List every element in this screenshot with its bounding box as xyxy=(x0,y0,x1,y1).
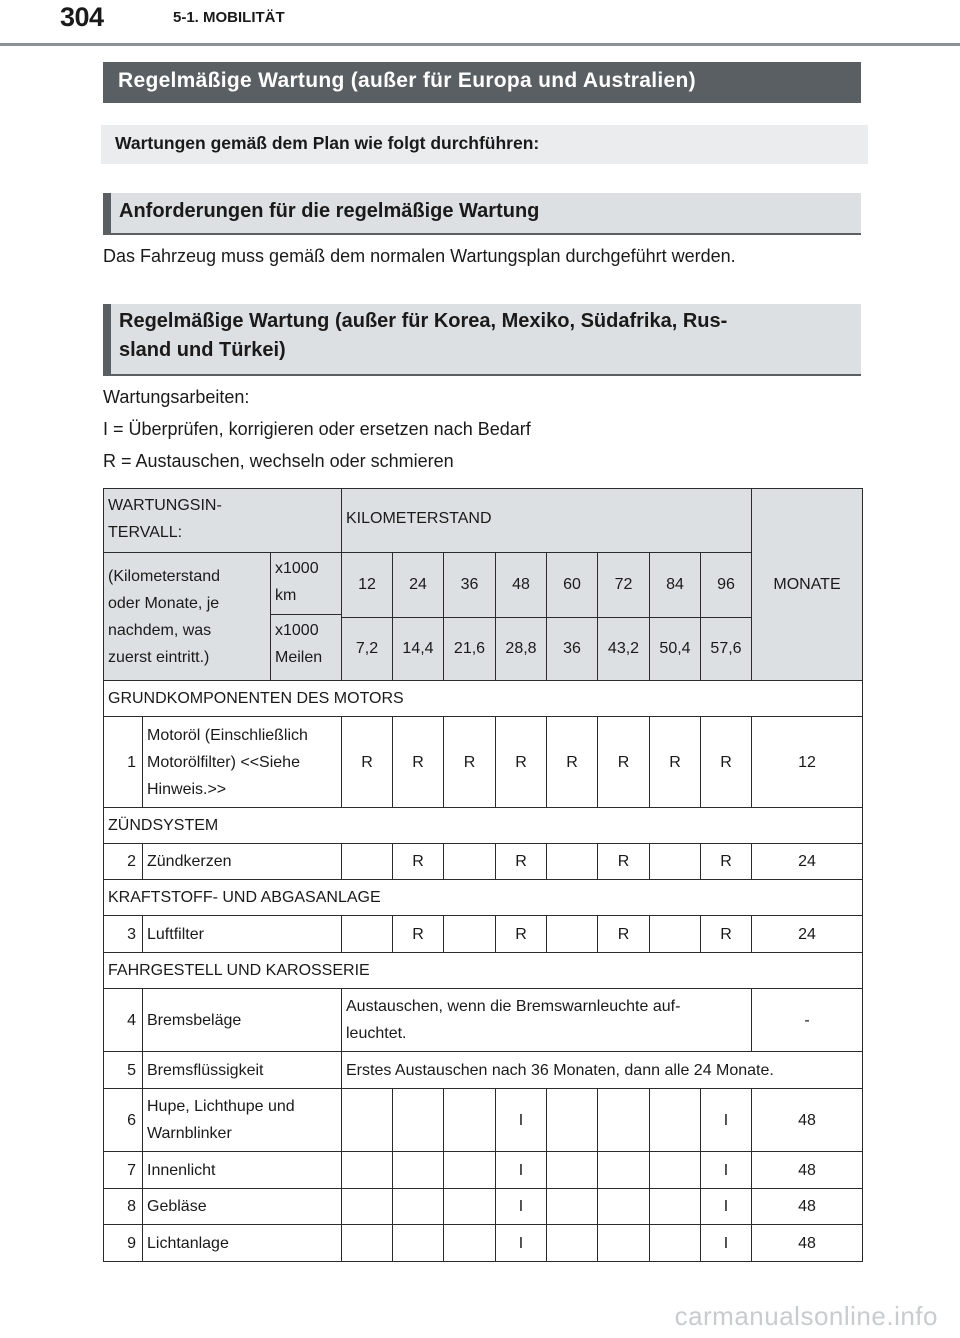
item-note xyxy=(342,989,752,1052)
item-name-line-1: Motoröl (Einschließlich xyxy=(147,726,308,744)
mark-cell: R xyxy=(393,916,444,953)
km-value: 96 xyxy=(701,553,752,618)
unit-miles-line-1: x1000 xyxy=(275,622,319,639)
mark-cell xyxy=(547,1225,598,1262)
item-name: Zündkerzen xyxy=(143,844,342,880)
item-name-line-2: Warnblinker xyxy=(147,1125,232,1142)
section-label-ignition: ZÜNDSYSTEM xyxy=(104,808,863,844)
table-row xyxy=(104,1152,863,1189)
table-row xyxy=(104,717,863,808)
row-number: 3 xyxy=(104,916,143,953)
mark-cell xyxy=(444,1189,496,1225)
mark-cell: R xyxy=(496,916,547,953)
item-name: Luftfilter xyxy=(143,916,342,953)
mark-cell xyxy=(444,1152,496,1189)
table-row xyxy=(104,916,863,953)
mark-cell: R xyxy=(393,717,444,808)
mark-cell xyxy=(547,844,598,880)
item-name: Bremsflüssigkeit xyxy=(143,1052,342,1089)
mark-cell xyxy=(650,844,701,880)
mark-cell xyxy=(650,1189,701,1225)
km-value: 12 xyxy=(342,553,393,618)
section-label-engine: GRUNDKOMPONENTEN DES MOTORS xyxy=(104,681,863,717)
item-note-line-1: Austauschen, wenn die Bremswarnleuchte auf- xyxy=(346,998,681,1015)
interval-label xyxy=(104,489,342,553)
mark-cell xyxy=(547,1189,598,1225)
maintenance-table xyxy=(103,488,863,1262)
mark-cell xyxy=(598,1089,650,1152)
mark-cell xyxy=(393,1225,444,1262)
mile-value: 43,2 xyxy=(598,617,650,681)
mark-cell xyxy=(342,916,393,953)
row-number: 4 xyxy=(104,989,143,1052)
km-value: 48 xyxy=(496,553,547,618)
mark-cell: R xyxy=(547,717,598,808)
legend-r: R = Austauschen, wechseln oder schmieren xyxy=(103,451,454,471)
mark-cell xyxy=(547,916,598,953)
row-number: 9 xyxy=(104,1225,143,1262)
mark-cell xyxy=(598,1152,650,1189)
page-number: 304 xyxy=(60,2,104,32)
interval-note-split xyxy=(104,553,341,680)
work-intro: Wartungsarbeiten: xyxy=(103,387,250,407)
mark-cell: R xyxy=(598,916,650,953)
mark-cell xyxy=(342,1152,393,1189)
mile-value: 14,4 xyxy=(393,617,444,681)
mile-value: 21,6 xyxy=(444,617,496,681)
mark-cell: R xyxy=(701,844,752,880)
item-name: Gebläse xyxy=(143,1189,342,1225)
mile-value: 7,2 xyxy=(342,617,393,681)
mark-cell: R xyxy=(598,844,650,880)
section-row-fuel xyxy=(104,880,863,916)
interval-label-line-2: TERVALL: xyxy=(108,524,183,541)
km-value: 60 xyxy=(547,553,598,618)
mark-cell xyxy=(650,1152,701,1189)
table-row xyxy=(104,1089,863,1152)
interval-note xyxy=(104,553,271,680)
mark-cell: R xyxy=(701,916,752,953)
item-note: Erstes Austauschen nach 36 Monaten, dann alle 24 Monate. xyxy=(342,1052,863,1089)
table-km-row xyxy=(104,553,863,618)
mark-cell xyxy=(342,844,393,880)
row-number: 5 xyxy=(104,1052,143,1089)
requirements-text: Das Fahrzeug muss gemäß dem normalen Wartungsplan durchgeführt werden. xyxy=(103,246,736,266)
item-name xyxy=(143,717,342,808)
mark-cell: R xyxy=(342,717,393,808)
item-name xyxy=(143,1089,342,1152)
km-value: 24 xyxy=(393,553,444,618)
mark-cell xyxy=(393,1089,444,1152)
header-divider xyxy=(0,43,960,46)
mile-value: 36 xyxy=(547,617,598,681)
months-cell: 24 xyxy=(752,916,863,953)
mark-cell xyxy=(650,1225,701,1262)
table-row xyxy=(104,1052,863,1089)
section-row-engine xyxy=(104,681,863,717)
km-value: 72 xyxy=(598,553,650,618)
mark-cell xyxy=(444,844,496,880)
mark-cell xyxy=(393,1189,444,1225)
mark-cell: I xyxy=(496,1225,547,1262)
item-name-line-2: Motorölfilter) <<Siehe xyxy=(147,753,300,771)
mark-cell: R xyxy=(650,717,701,808)
section-heading-schedule-line-2: sland und Türkei) xyxy=(119,339,286,361)
row-number: 7 xyxy=(104,1152,143,1189)
table-row xyxy=(104,1189,863,1225)
section-heading-schedule xyxy=(103,304,861,376)
mark-cell: I xyxy=(701,1089,752,1152)
mile-value: 57,6 xyxy=(701,617,752,681)
section-row-chassis xyxy=(104,953,863,989)
months-cell: 12 xyxy=(752,717,863,808)
section-row-ignition xyxy=(104,808,863,844)
interval-note-line-4: zuerst eintritt.) xyxy=(108,648,210,666)
chapter-title: 5-1. MOBILITÄT xyxy=(173,9,285,26)
interval-label-line-1: WARTUNGSIN- xyxy=(108,497,222,514)
table-row xyxy=(104,1225,863,1262)
table-header-row xyxy=(104,489,863,553)
mark-cell: R xyxy=(496,717,547,808)
table-row xyxy=(104,989,863,1052)
mark-cell: I xyxy=(701,1152,752,1189)
section-label-fuel: KRAFTSTOFF- UND ABGASANLAGE xyxy=(104,880,863,916)
section-heading-requirements xyxy=(103,193,861,235)
mark-cell: R xyxy=(393,844,444,880)
mark-cell: I xyxy=(701,1225,752,1262)
mark-cell xyxy=(444,1089,496,1152)
item-note-line-2: leuchtet. xyxy=(346,1025,407,1042)
months-cell: 48 xyxy=(752,1089,863,1152)
months-cell: 48 xyxy=(752,1225,863,1262)
months-cell: - xyxy=(752,989,863,1052)
mark-cell: I xyxy=(496,1152,547,1189)
mile-value: 50,4 xyxy=(650,617,701,681)
unit-km xyxy=(271,553,341,615)
section-label-chassis: FAHRGESTELL UND KAROSSERIE xyxy=(104,953,863,989)
months-cell: 24 xyxy=(752,844,863,880)
mile-value: 28,8 xyxy=(496,617,547,681)
mark-cell xyxy=(650,916,701,953)
legend-i: I = Überprüfen, korrigieren oder ersetzen nach Bedarf xyxy=(103,419,531,439)
km-value: 36 xyxy=(444,553,496,618)
unit-km-line-2: km xyxy=(275,587,297,604)
intro-note-box: Wartungen gemäß dem Plan wie folgt durchführen: xyxy=(101,125,868,164)
mark-cell: I xyxy=(496,1189,547,1225)
row-number: 2 xyxy=(104,844,143,880)
mark-cell: R xyxy=(598,717,650,808)
item-name: Innenlicht xyxy=(143,1152,342,1189)
table-row xyxy=(104,844,863,880)
mark-cell: R xyxy=(701,717,752,808)
mark-cell xyxy=(444,1225,496,1262)
interval-note-line-3: nachdem, was xyxy=(108,621,212,639)
interval-note-cell xyxy=(104,553,342,681)
mark-cell xyxy=(598,1225,650,1262)
unit-miles-line-2: Meilen xyxy=(275,649,323,666)
mark-cell xyxy=(342,1189,393,1225)
mark-cell xyxy=(598,1189,650,1225)
odometer-label: KILOMETERSTAND xyxy=(342,489,752,553)
row-number: 8 xyxy=(104,1189,143,1225)
unit-stack xyxy=(271,553,342,680)
mark-cell: R xyxy=(496,844,547,880)
mark-cell xyxy=(444,916,496,953)
unit-km-line-1: x1000 xyxy=(275,560,319,577)
main-banner: Regelmäßige Wartung (außer für Europa und Australien) xyxy=(103,62,861,103)
mark-cell: R xyxy=(444,717,496,808)
mark-cell: I xyxy=(496,1089,547,1152)
row-number: 1 xyxy=(104,717,143,808)
item-name-line-3: Hinweis.>> xyxy=(147,780,227,798)
watermark: carmanualsonline.info xyxy=(674,1301,938,1331)
mark-cell: I xyxy=(701,1189,752,1225)
mark-cell xyxy=(547,1089,598,1152)
months-label: MONATE xyxy=(752,489,863,681)
months-cell: 48 xyxy=(752,1189,863,1225)
mark-cell xyxy=(342,1089,393,1152)
months-cell: 48 xyxy=(752,1152,863,1189)
section-heading-requirements-text: Anforderungen für die regelmäßige Wartung xyxy=(119,200,540,222)
interval-note-line-1: (Kilometerstand xyxy=(108,567,221,585)
interval-note-line-2: oder Monate, je xyxy=(108,594,220,612)
section-heading-schedule-line-1: Regelmäßige Wartung (außer für Korea, Mexiko, Südafrika, Rus- xyxy=(119,310,728,332)
km-value: 84 xyxy=(650,553,701,618)
item-name: Bremsbeläge xyxy=(143,989,342,1052)
mark-cell xyxy=(650,1089,701,1152)
mark-cell xyxy=(547,1152,598,1189)
unit-miles xyxy=(271,615,341,679)
item-name: Lichtanlage xyxy=(143,1225,342,1262)
mark-cell xyxy=(342,1225,393,1262)
item-name-line-1: Hupe, Lichthupe und xyxy=(147,1098,295,1115)
mark-cell xyxy=(393,1152,444,1189)
row-number: 6 xyxy=(104,1089,143,1152)
